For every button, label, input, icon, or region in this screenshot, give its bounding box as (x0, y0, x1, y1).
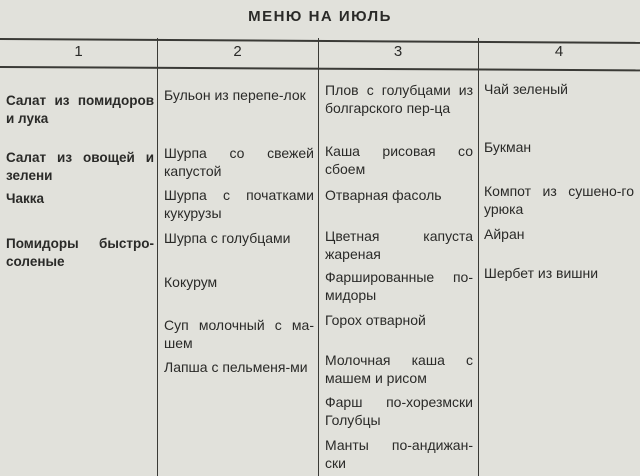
menu-item: Молочная каша с машем и рисом (325, 352, 473, 386)
column-divider (157, 38, 158, 476)
column-header: 3 (393, 43, 403, 60)
menu-item: Чакка (6, 191, 45, 206)
menu-item: Шурпа с голубцами (164, 230, 291, 246)
menu-item: Компот из сушено-го урюка (484, 183, 634, 217)
menu-item: Манты по-андижан-ски (325, 437, 473, 471)
column-header: 1 (74, 43, 83, 60)
menu-item: Салат из помидоров и лука (6, 93, 154, 126)
menu-item: Цветная капуста жареная (325, 228, 473, 262)
menu-item: Плов с голубцами из болгарского пер-ца (325, 82, 473, 116)
menu-item: Фаршированные по-мидоры (325, 269, 473, 303)
header-rule (0, 66, 640, 71)
menu-item: Чай зеленый (484, 81, 568, 97)
menu-item: Суп молочный с ма-шем (164, 317, 314, 351)
menu-item: Букман (484, 139, 532, 155)
menu-item: Шербет из вишни (484, 265, 599, 281)
menu-item: Кокурум (164, 274, 218, 290)
menu-item: Лапша с пельменя-ми (164, 359, 308, 375)
menu-item: Бульон из перепе-лок (164, 87, 306, 103)
column-divider (478, 38, 479, 476)
menu-item: Горох отварной (325, 312, 426, 328)
menu-item: Каша рисовая со сбоем (325, 143, 473, 177)
column-divider (318, 38, 319, 476)
menu-item: Фарш по-хорезмски Голубцы (325, 394, 473, 428)
column-header: 2 (233, 43, 242, 60)
menu-item: Отварная фасоль (325, 187, 442, 203)
menu-item: Шурпа с початками кукурузы (164, 187, 314, 221)
menu-item: Айран (484, 226, 525, 242)
menu-item: Помидоры быстро-соленые (6, 236, 154, 269)
page-title: МЕНЮ НА ИЮЛЬ (248, 8, 392, 25)
menu-item: Шурпа со свежей капустой (164, 145, 314, 179)
menu-item: Салат из овощей и зелени (6, 150, 154, 183)
column-header: 4 (554, 43, 564, 60)
